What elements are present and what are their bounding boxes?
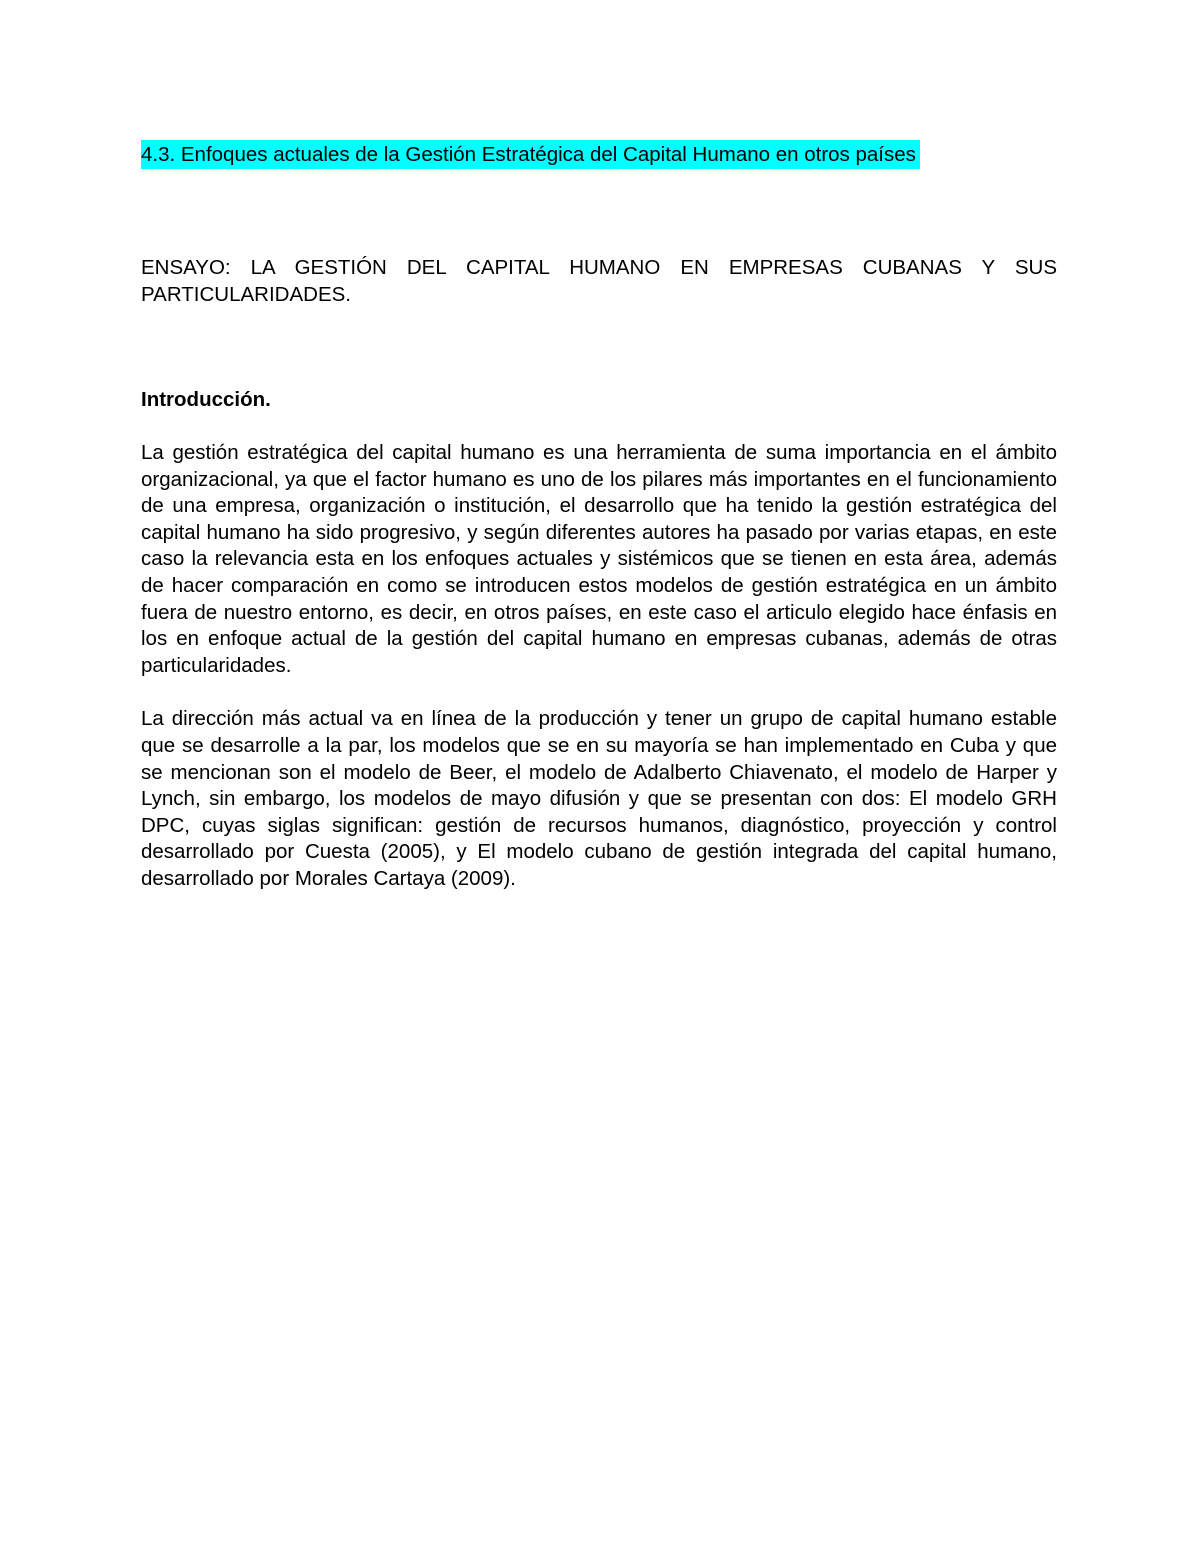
essay-title: ENSAYO: LA GESTIÓN DEL CAPITAL HUMANO EN EMPRESAS CUBANAS Y SUS PARTICULARIDADES. <box>141 256 1057 306</box>
intro-heading: Introducción. <box>141 388 271 411</box>
highlighted-heading-text: 4.3. Enfoques actuales de la Gestión Estratégica del Capital Humano en otros países <box>141 140 920 169</box>
paragraph-2: La dirección más actual va en línea de la producción y tener un grupo de capital humano estable que se desarrolle a la par, los modelos que se en su mayoría se han implementado en Cuba y que se mencionan son el modelo de Beer, el modelo de Adalberto Chiavenato, el modelo de Harper y Lynch, sin embargo, los modelos de mayo difusión y que se presentan con dos: El modelo GRH DPC, cuyas siglas significan: gestión de recursos humanos, diagnóstico, proyección y control desarrollado por Cuesta (2005), y El modelo cubano de gestión integrada del capital humano, desarrollado por Morales Cartaya (2009). <box>141 707 1057 890</box>
section-heading <box>141 140 1057 170</box>
document-body <box>141 140 1057 893</box>
paragraph-1: La gestión estratégica del capital humano es una herramienta de suma importancia en el ámbito organizacional, ya que el factor humano es uno de los pilares más importantes en el funcionamiento de una empresa, organización o institución, el desarrollo que ha tenido la gestión estratégica del capital humano ha sido progresivo, y según diferentes autores ha pasado por varias etapas, en este caso la relevancia esta en los enfoques actuales y sistémicos que se tienen en esta área, además de hacer comparación en como se introducen estos modelos de gestión estratégica en un ámbito fuera de nuestro entorno, es decir, en otros países, en este caso el articulo elegido hace énfasis en los en enfoque actual de la gestión del capital humano en empresas cubanas, además de otras particularidades. <box>141 441 1057 677</box>
